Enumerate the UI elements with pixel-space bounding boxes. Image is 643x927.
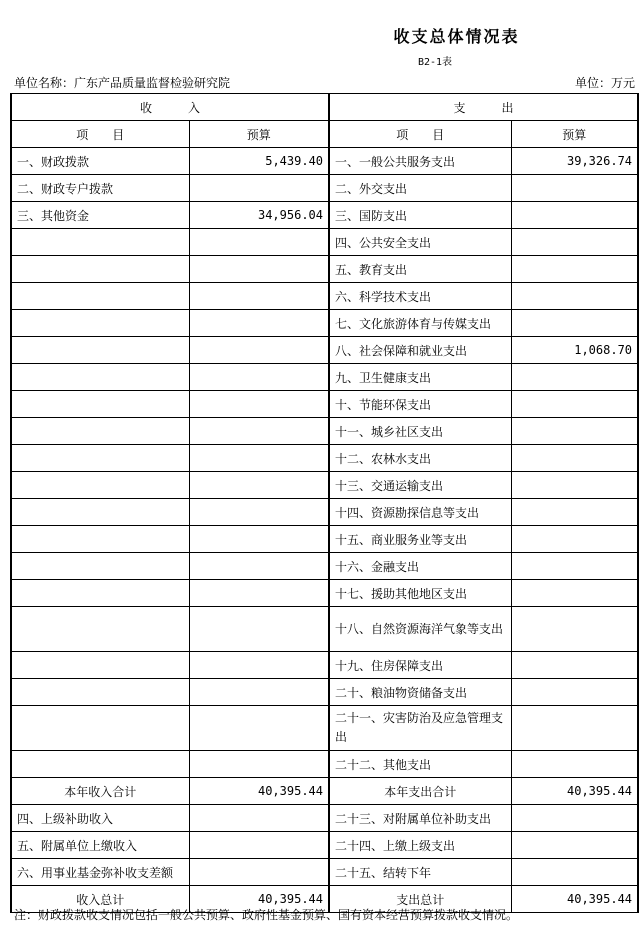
table-row	[11, 553, 638, 580]
income-item-cell: 三、其他资金	[11, 202, 189, 229]
income-item-cell	[11, 418, 189, 445]
table-row	[11, 580, 638, 607]
income-item-cell	[11, 445, 189, 472]
expense-budget-cell	[511, 283, 638, 310]
income-item-cell	[11, 364, 189, 391]
income-item-cell	[11, 580, 189, 607]
expense-item-cell: 十七、援助其他地区支出	[329, 580, 511, 607]
expense-item-cell: 二、外交支出	[329, 175, 511, 202]
expense-item-cell: 十九、住房保障支出	[329, 652, 511, 679]
expense-item-cell: 十五、商业服务业等支出	[329, 526, 511, 553]
expense-budget-cell	[511, 832, 638, 859]
income-item-cell	[11, 679, 189, 706]
income-item-cell	[11, 553, 189, 580]
expense-budget-cell	[511, 256, 638, 283]
income-budget-cell	[189, 652, 329, 679]
grand-income-total-label: 收入总计	[11, 886, 189, 913]
income-item-cell	[11, 526, 189, 553]
page-title: 收支总体情况表	[393, 27, 520, 46]
income-item-cell	[11, 607, 189, 652]
expense-item-cell: 八、社会保障和就业支出	[329, 337, 511, 364]
expense-budget-cell	[511, 751, 638, 778]
expense-item-cell: 九、卫生健康支出	[329, 364, 511, 391]
annual-expense-total-value: 40,395.44	[511, 778, 638, 805]
expense-item-cell: 十六、金融支出	[329, 553, 511, 580]
income-item-cell	[11, 256, 189, 283]
table-row	[11, 229, 638, 256]
income-item-cell	[11, 472, 189, 499]
income-item-cell: 五、附属单位上缴收入	[11, 832, 189, 859]
expense-item-cell: 二十、粮油物资储备支出	[329, 679, 511, 706]
expense-item-cell: 三、国防支出	[329, 202, 511, 229]
expense-budget-cell	[511, 706, 638, 751]
annual-total-row	[11, 778, 638, 805]
table-row	[11, 832, 638, 859]
grand-income-total-value: 40,395.44	[189, 886, 329, 913]
unit-label: 单位：万元	[574, 76, 635, 90]
footnote: 注：财政拨款收支情况包括一般公共预算、政府性基金预算、国有资本经营预算拨款收支情况。	[14, 908, 519, 922]
expense-item-cell: 六、科学技术支出	[329, 283, 511, 310]
annual-income-total-value: 40,395.44	[189, 778, 329, 805]
grand-expense-total-label: 支出总计	[329, 886, 511, 913]
expense-budget-cell	[511, 310, 638, 337]
income-budget-cell	[189, 472, 329, 499]
expense-budget-cell: 1,068.70	[511, 337, 638, 364]
income-budget-cell	[189, 805, 329, 832]
income-budget-cell	[189, 553, 329, 580]
expense-budget-cell	[511, 229, 638, 256]
table-row	[11, 751, 638, 778]
expense-budget-cell	[511, 175, 638, 202]
table-row	[11, 472, 638, 499]
expense-budget-cell	[511, 472, 638, 499]
expense-budget-cell	[511, 364, 638, 391]
income-item-cell: 二、财政专户拨款	[11, 175, 189, 202]
income-budget-cell	[189, 706, 329, 751]
table-row	[11, 607, 638, 652]
expense-budget-cell	[511, 859, 638, 886]
expense-item-cell: 十三、交通运输支出	[329, 472, 511, 499]
expense-item-cell: 十二、农林水支出	[329, 445, 511, 472]
expense-section-header: 支 出	[329, 94, 638, 121]
expense-budget-cell	[511, 526, 638, 553]
table-row	[11, 310, 638, 337]
income-budget-cell	[189, 175, 329, 202]
income-budget-cell	[189, 679, 329, 706]
column-header-row	[11, 121, 638, 148]
table-row	[11, 652, 638, 679]
expense-budget-cell	[511, 652, 638, 679]
income-budget-cell	[189, 526, 329, 553]
expense-item-cell: 二十五、结转下年	[329, 859, 511, 886]
expense-item-cell: 二十四、上缴上级支出	[329, 832, 511, 859]
income-budget-cell	[189, 391, 329, 418]
expense-budget-cell	[511, 499, 638, 526]
expense-item-cell: 二十二、其他支出	[329, 751, 511, 778]
section-header-row	[11, 94, 638, 121]
expense-budget-cell	[511, 580, 638, 607]
expense-budget-cell	[511, 202, 638, 229]
income-budget-cell	[189, 445, 329, 472]
expense-item-header: 项 目	[329, 121, 511, 148]
income-budget-cell	[189, 364, 329, 391]
income-item-cell	[11, 499, 189, 526]
expense-item-cell: 七、文化旅游体育与传媒支出	[329, 310, 511, 337]
income-budget-cell: 5,439.40	[189, 148, 329, 175]
income-item-cell	[11, 310, 189, 337]
table-row	[11, 337, 638, 364]
table-row	[11, 283, 638, 310]
table-row	[11, 445, 638, 472]
expense-budget-cell	[511, 805, 638, 832]
expense-budget-cell	[511, 391, 638, 418]
table-code: B2-1表	[417, 57, 453, 68]
expense-budget-header: 预算	[511, 121, 638, 148]
expense-item-cell: 十、节能环保支出	[329, 391, 511, 418]
annual-expense-total-label: 本年支出合计	[329, 778, 511, 805]
income-budget-cell	[189, 859, 329, 886]
table-row	[11, 391, 638, 418]
expense-item-cell: 五、教育支出	[329, 256, 511, 283]
expense-budget-cell	[511, 418, 638, 445]
income-budget-cell	[189, 499, 329, 526]
table-row	[11, 418, 638, 445]
unit-name: 单位名称：广东产品质量监督检验研究院	[14, 76, 231, 90]
table-row	[11, 679, 638, 706]
income-budget-cell: 34,956.04	[189, 202, 329, 229]
income-item-cell: 一、财政拨款	[11, 148, 189, 175]
table-row	[11, 526, 638, 553]
income-item-header: 项 目	[11, 121, 189, 148]
expense-item-cell: 四、公共安全支出	[329, 229, 511, 256]
expense-item-cell: 十四、资源勘探信息等支出	[329, 499, 511, 526]
expense-item-cell: 二十三、对附属单位补助支出	[329, 805, 511, 832]
income-budget-header: 预算	[189, 121, 329, 148]
expense-item-cell: 一、一般公共服务支出	[329, 148, 511, 175]
income-budget-cell	[189, 256, 329, 283]
income-item-cell	[11, 706, 189, 751]
expense-budget-cell	[511, 445, 638, 472]
income-budget-cell	[189, 607, 329, 652]
income-item-cell	[11, 652, 189, 679]
table-row	[11, 499, 638, 526]
income-budget-cell	[189, 310, 329, 337]
income-budget-cell	[189, 832, 329, 859]
table-row	[11, 256, 638, 283]
table-row	[11, 148, 638, 175]
expense-item-cell: 二十一、灾害防治及应急管理支出	[329, 706, 511, 751]
expense-item-cell: 十八、自然资源海洋气象等支出	[329, 607, 511, 652]
budget-table	[10, 93, 639, 913]
expense-budget-cell: 39,326.74	[511, 148, 638, 175]
expense-budget-cell	[511, 553, 638, 580]
income-budget-cell	[189, 418, 329, 445]
income-item-cell: 六、用事业基金弥补收支差额	[11, 859, 189, 886]
income-item-cell	[11, 391, 189, 418]
table-row	[11, 202, 638, 229]
table-row	[11, 175, 638, 202]
table-row	[11, 364, 638, 391]
income-budget-cell	[189, 580, 329, 607]
income-item-cell	[11, 283, 189, 310]
income-budget-cell	[189, 751, 329, 778]
grand-expense-total-value: 40,395.44	[511, 886, 638, 913]
income-item-cell: 四、上级补助收入	[11, 805, 189, 832]
table-row	[11, 859, 638, 886]
income-budget-cell	[189, 337, 329, 364]
income-item-cell	[11, 229, 189, 256]
income-budget-cell	[189, 283, 329, 310]
expense-budget-cell	[511, 679, 638, 706]
expense-budget-cell	[511, 607, 638, 652]
table-row	[11, 706, 638, 751]
annual-income-total-label: 本年收入合计	[11, 778, 189, 805]
table-row	[11, 805, 638, 832]
income-budget-cell	[189, 229, 329, 256]
income-item-cell	[11, 751, 189, 778]
expense-item-cell: 十一、城乡社区支出	[329, 418, 511, 445]
income-item-cell	[11, 337, 189, 364]
income-section-header: 收 入	[11, 94, 329, 121]
